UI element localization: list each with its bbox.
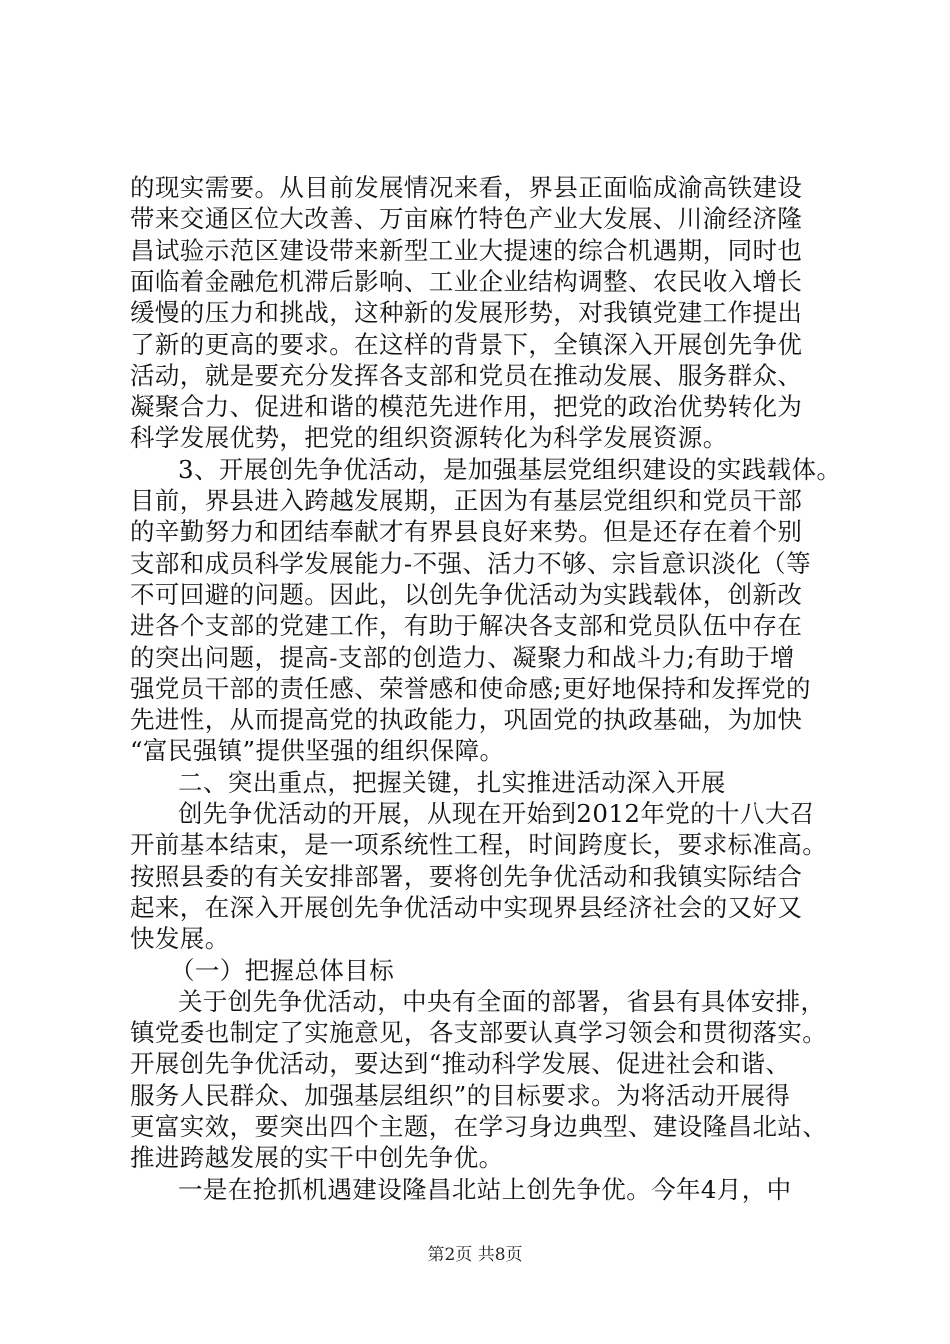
paragraph-line: 一是在抢抓机遇建设隆昌北站上创先争优。今年4月，中: [178, 1174, 792, 1204]
paragraph-line: 快发展。: [130, 924, 230, 954]
paragraph-line: 科学发展优势，把党的组织资源转化为科学发展资源。: [130, 423, 728, 453]
paragraph-line: 目前，界县进入跨越发展期，正因为有基层党组织和党员干部: [130, 486, 803, 515]
paragraph-line: 强党员干部的责任感、荣誉感和使命感;更好地保持和发挥党的: [130, 673, 811, 703]
paragraph-line: 起来，在深入开展创先争优活动中实现界县经济社会的又好又: [130, 892, 803, 922]
paragraph-line: 镇党委也制定了实施意见，各支部要认真学习领会和贯彻落实。: [130, 1018, 828, 1048]
paragraph-line: 带来交通区位大改善、万亩麻竹特色产业大发展、川渝经济隆: [130, 204, 803, 234]
paragraph-line: 支部和成员科学发展能力-不强、活力不够、宗旨意识淡化（等: [130, 548, 811, 578]
paragraph-line: 的突出问题，提高-支部的创造力、凝聚力和战斗力;有助于增: [130, 642, 795, 672]
paragraph-line: 的辛勤努力和团结奉献才有界县良好来势。但是还存在着个别: [130, 517, 803, 547]
paragraph-line: 更富实效，要突出四个主题，在学习身边典型、建设隆昌北站、: [130, 1112, 828, 1141]
paragraph-line: 服务人民群众、加强基层组织”的目标要求。为将活动开展得: [130, 1080, 791, 1110]
paragraph-line: 开展创先争优活动，要达到“推动科学发展、促进社会和谐、: [130, 1049, 791, 1079]
paragraph-line: 关于创先争优活动，中央有全面的部署，省县有具体安排，: [178, 986, 826, 1016]
paragraph-line: 按照县委的有关安排部署，要将创先争优活动和我镇实际结合: [130, 861, 803, 891]
paragraph-line: 3、开展创先争优活动，是加强基层党组织建设的实践载体。: [178, 454, 842, 484]
paragraph-line: 活动，就是要充分发挥各支部和党员在推动发展、服务群众、: [130, 360, 803, 390]
paragraph-line: 了新的更高的要求。在这样的背景下，全镇深入开展创先争优: [130, 329, 803, 359]
subsection-heading: （一）把握总体目标: [170, 955, 395, 985]
section-heading: 二、突出重点，把握关键，扎实推进活动深入开展: [178, 767, 726, 797]
page-footer: 第2页 共8页: [427, 1245, 523, 1265]
paragraph-line: 面临着金融危机滞后影响、工业企业结构调整、农民收入增长: [130, 266, 803, 296]
paragraph-line: 推进跨越发展的实干中创先争优。: [130, 1143, 504, 1173]
paragraph-line: 昌试验示范区建设带来新型工业大提速的综合机遇期，同时也: [130, 235, 803, 265]
paragraph-line: 先进性，从而提高党的执政能力，巩固党的执政基础，为加快: [130, 705, 803, 735]
paragraph-line: 的现实需要。从目前发展情况来看，界县正面临成渝高铁建设: [130, 173, 803, 202]
paragraph-line: 凝聚合力、促进和谐的模范先进作用，把党的政治优势转化为: [130, 392, 803, 422]
paragraph-line: “富民强镇”提供坚强的组织保障。: [130, 736, 505, 766]
paragraph-line: 创先争优活动的开展，从现在开始到2012年党的十八大召: [178, 799, 815, 828]
paragraph-line: 开前基本结束，是一项系统性工程，时间跨度长，要求标准高。: [130, 830, 828, 860]
paragraph-line: 不可回避的问题。因此，以创先争优活动为实践载体，创新改: [130, 579, 803, 609]
paragraph-line: 缓慢的压力和挑战，这种新的发展形势，对我镇党建工作提出: [130, 298, 803, 328]
paragraph-line: 进各个支部的党建工作，有助于解决各支部和党员队伍中存在: [130, 611, 803, 641]
